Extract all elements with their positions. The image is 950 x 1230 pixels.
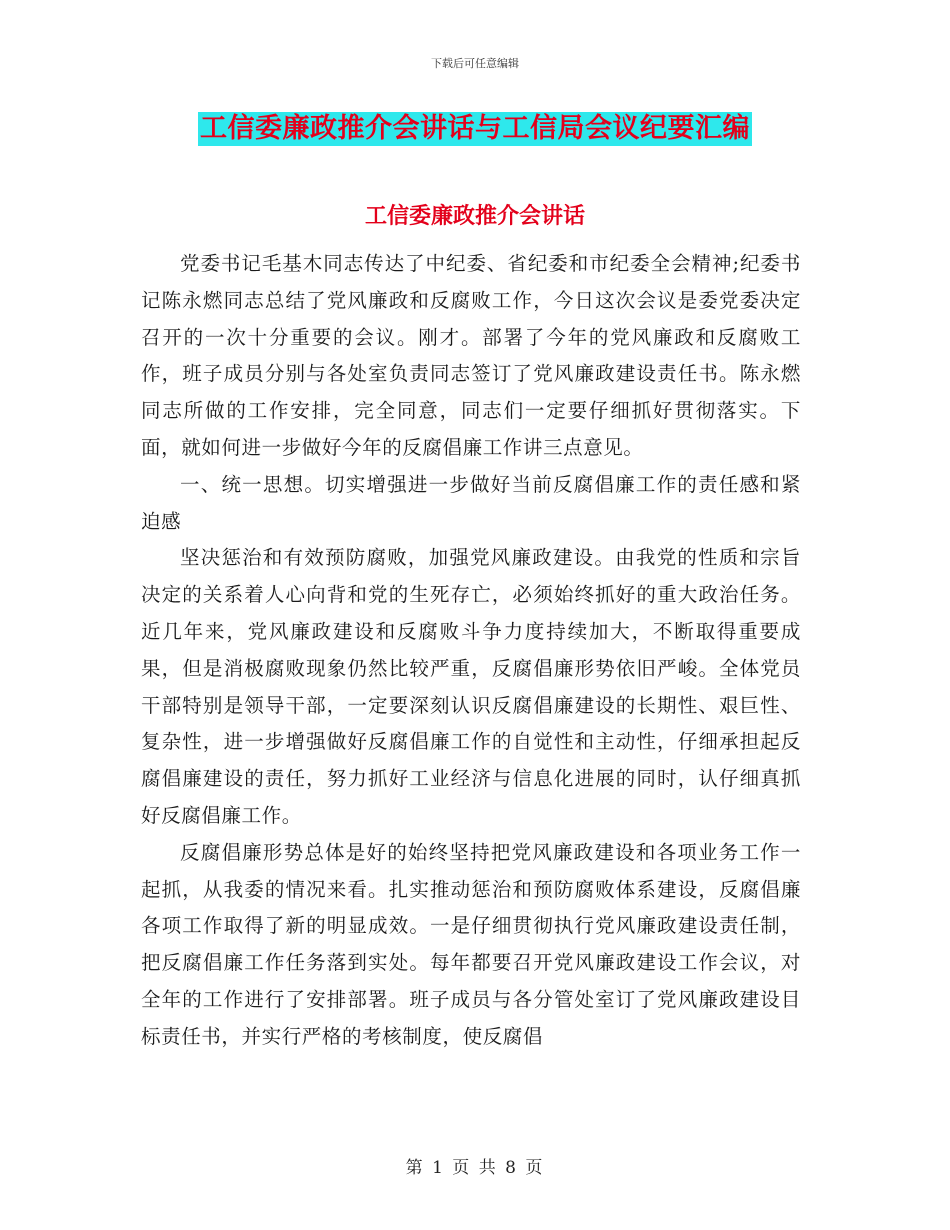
paragraph: 一、统一思想。切实增强进一步做好当前反腐倡廉工作的责任感和紧迫感 — [141, 472, 801, 533]
paragraph: 党委书记毛基木同志传达了中纪委、省纪委和市纪委全会精神;纪委书记陈永燃同志总结了党风廉政和反腐败工作，今日这次会议是委党委决定召开的一次十分重要的会议。刚才。部署了今年的党风廉政和反腐败工作，班子成员分别与各处室负责同志签订了党风廉政建设责任书。陈永燃同志所做的工作安排，完全同意，同志们一定要仔细抓好贯彻落实。下面，就如何进一步做好今年的反腐倡廉工作讲三点意见。 — [141, 252, 801, 459]
document-body — [141, 246, 801, 1056]
document-title: 工信委廉政推介会讲话与工信局会议纪要汇编 — [200, 113, 750, 144]
page-header-note: 下载后可任意编辑 — [431, 57, 519, 70]
document-title-container — [0, 112, 950, 146]
page-number: 第 1 页 共 8 页 — [405, 1158, 545, 1178]
paragraph: 坚决惩治和有效预防腐败，加强党风廉政建设。由我党的性质和宗旨决定的关系着人心向背和党的生死存亡，必须始终抓好的重大政治任务。近几年来，党风廉政建设和反腐败斗争力度持续加大，不断取得重要成果，但是消极腐败现象仍然比较严重，反腐倡廉形势依旧严峻。全体党员干部特别是领导干部，一定要深刻认识反腐倡廉建设的长期性、艰巨性、复杂性，进一步增强做好反腐倡廉工作的自觉性和主动性，仔细承担起反腐倡廉建设的责任，努力抓好工业经济与信息化进展的同时，认仔细真抓好反腐倡廉工作。 — [141, 546, 801, 827]
section-title: 工信委廉政推介会讲话 — [364, 203, 585, 229]
paragraph: 反腐倡廉形势总体是好的始终坚持把党风廉政建设和各项业务工作一起抓，从我委的情况来看。扎实推动惩治和预防腐败体系建设，反腐倡廉各项工作取得了新的明显成效。一是仔细贯彻执行党风廉政建设责任制，把反腐倡廉工作任务落到实处。每年都要召开党风廉政建设工作会议，对全年的工作进行了安排部署。班子成员与各分管处室订了党风廉政建设目标责任书，并实行严格的考核制度，使反腐倡 — [141, 840, 801, 1048]
